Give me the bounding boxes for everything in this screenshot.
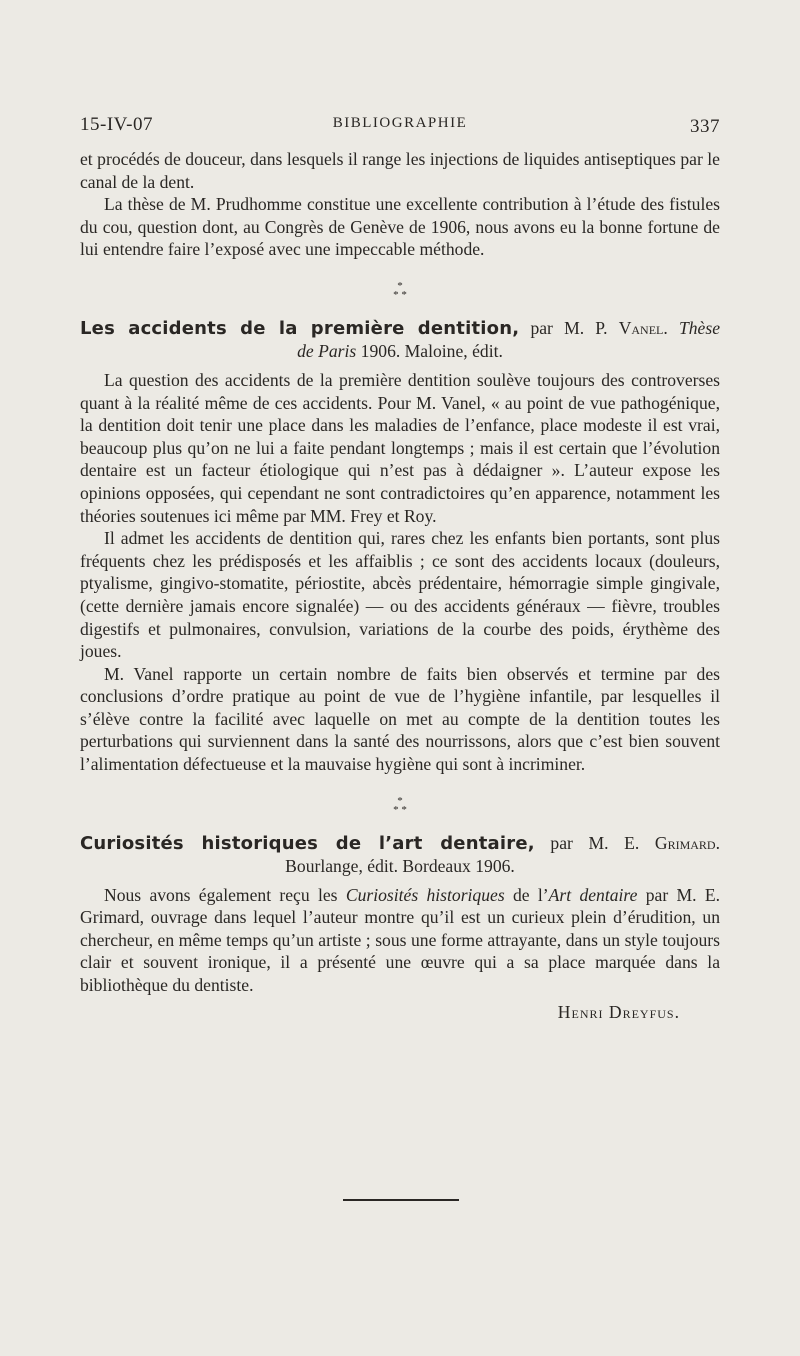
paragraph: M. Vanel rapporte un certain nombre de faits bien observés et termine par des conclusions d’ordre pratique au point de vue de l’hygiène infantile, par lesquelles il s’élève contre la facilité avec laquelle on met au compte de la dentition toutes les perturbations qui surviennent dans la santé des nourrissons, alors que c’est bien souvent l’alimentation défectueuse et la mauvaise hygiène qui sont à incriminer.	[80, 663, 720, 775]
review-work-type: Thèse	[678, 317, 721, 338]
asterism-divider: * * *	[393, 279, 407, 301]
paragraph: Il admet les accidents de dentition qui, rares chez les enfants bien portants, sont plus fréquents chez les prédisposés et les affaiblis ; ce sont des accidents locaux (douleurs, ptyalisme, gingivo-stomatite, périostite, abcès prédentaire, hémorragie simple gingivale, (cette dernière jamais encore signalée) — ou des accidents généraux — fièvre, troubles digestifs et pulmonaires, convulsion, variations de la courbe des poids, érythème des joues.	[80, 528, 720, 662]
page-number: 337	[690, 116, 720, 137]
review-title: Les accidents de la première dentition,	[80, 317, 520, 339]
paragraph: La question des accidents de la première dentition soulève toujours des controverses quant à la réalité même de ces accidents. Pour M. Vanel, « au point de vue pathogénique, la dentition doit tenir une place dans les maladies de l’enfance, place modeste il est vrai, beaucoup plus qu’on ne lui a faite pendant longtemps ; mais il est certain que l’évolution dentaire est un facteur étiologique qui n’est pas à dédaigner ». L’auteur expose les opinions opposées, qui cependant ne sont contradictoires qu’en apparence, notamment les théories soutenues ici même par MM. Frey et Roy.	[80, 369, 720, 526]
review-publication: Bourlange, édit. Bordeaux 1906.	[285, 855, 515, 876]
paragraph: La thèse de M. Prudhomme constitue une excellente contribution à l’étude des fistules du cou, question dont, au Congrès de Genève de 1906, nous avons eu la bonne fortune de lui entendre faire l’exposé avec une impeccable méthode.	[80, 194, 720, 260]
review-byline: par M. P.	[530, 317, 608, 338]
review-byline: par M. E.	[550, 832, 640, 853]
paragraph: Nous avons également reçu les Curiosités historiques de l’Art dentaire par M. E. Grimard, ouvrage dans lequel l’auteur montre qu’il est un curieux plein d’érudition, un chercheur, en même temps qu’un artiste ; sous une forme attrayante, dans un style toujours clair et souvent ironique, il a présenté une œuvre qui a sa place marquée dans la bibliothèque du dentiste.	[80, 884, 720, 996]
section-title: BIBLIOGRAPHIE	[332, 115, 468, 131]
running-head	[80, 114, 720, 138]
book-title: Curiosités historiques	[345, 884, 505, 905]
issue-date: 15-IV-07	[80, 114, 153, 135]
asterism-divider: * * *	[393, 794, 407, 816]
review-publication-place: de Paris	[297, 340, 357, 361]
book-title: Art dentaire	[548, 884, 638, 905]
review-title: Curiosités historiques de l’art dentaire,	[80, 832, 535, 854]
review-heading-grimard	[80, 832, 720, 878]
paragraph: et procédés de douceur, dans lesquels il range les injections de liquides antiseptiques par le canal de la dent.	[80, 149, 720, 192]
end-rule	[343, 1199, 459, 1201]
review-author: Vanel.	[618, 317, 668, 338]
signature: Henri Dreyfus.	[557, 1001, 680, 1022]
page-body	[80, 148, 720, 1023]
review-publication: 1906. Maloine, édit.	[360, 340, 503, 361]
review-heading-vanel	[80, 317, 720, 363]
review-author: Grimard.	[654, 832, 720, 853]
